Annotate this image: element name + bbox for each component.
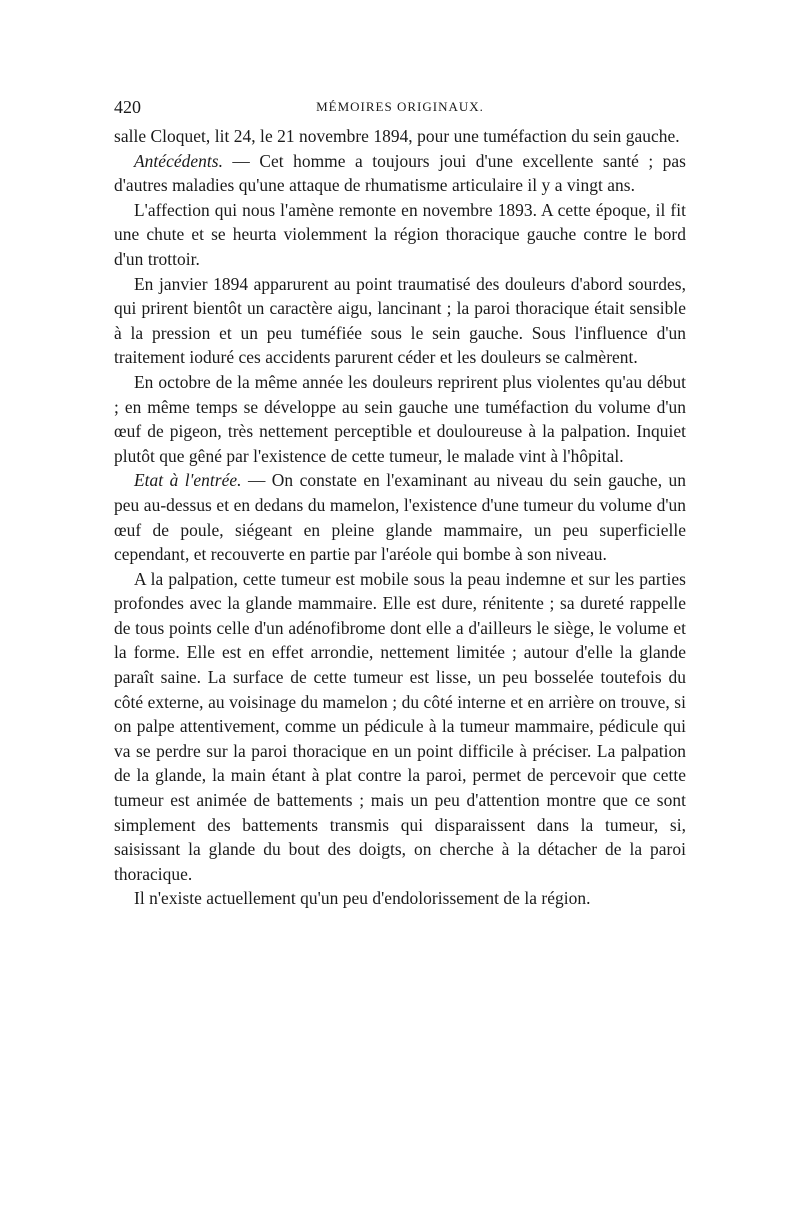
running-title: MÉMOIRES ORIGINAUX.	[316, 99, 484, 114]
body-text	[114, 124, 686, 911]
paragraph-etat-entree	[114, 468, 686, 566]
page-number: 420	[114, 97, 141, 117]
paragraph-text: L'affection qui nous l'amène remonte en novembre 1893. A cette époque, il fit une chute et se heurta violemment la région thoracique gauche contre le bord d'un trottoir.	[114, 199, 686, 269]
paragraph	[114, 370, 686, 468]
section-lead: Etat à l'entrée.	[134, 470, 242, 491]
paragraph-text: — On constate en l'examinant au niveau du sein gauche, un peu au-dessus et en dedans du mamelon, l'existence d'une tumeur du volume d'un œuf de poule, siégeant en pleine glande mammaire, un peu superficielle cependant, et recouverte en partie par l'aréole qui bombe à son niveau.	[114, 470, 686, 565]
page-header	[114, 94, 686, 120]
paragraph-text: En janvier 1894 apparurent au point traumatisé des douleurs d'abord sourdes, qui prirent bientôt un caractère aigu, lancinant ; la paroi thoracique était sensible à la pression et un peu tuméfiée sous le sein gauche. Sous l'influence d'un traitement ioduré ces accidents parurent céder et les douleurs se calmèrent.	[114, 273, 686, 368]
paragraph-antecedents	[114, 149, 686, 198]
paragraph-text: — Cet homme a toujours joui d'une excellente santé ; pas d'autres maladies qu'une attaque de rhumatisme articulaire il y a vingt ans.	[114, 150, 686, 196]
paragraph-text: Il n'existe actuellement qu'un peu d'endolorissement de la région.	[134, 888, 591, 909]
paragraph	[114, 272, 686, 370]
paragraph	[114, 886, 686, 911]
section-lead: Antécédents.	[134, 150, 223, 171]
paragraph-text: A la palpation, cette tumeur est mobile sous la peau indemne et sur les parties profondes avec la glande mammaire. Elle est dure, rénitente ; sa dureté rappelle de tous points celle d'un adénofibrome dont elle a d'ailleurs le siège, le volume et la forme. Elle est en effet arrondie, nettement limitée ; autour d'elle la glande paraît saine. La surface de cette tumeur est lisse, un peu bosselée toutefois du côté externe, au voisinage du mamelon ; du côté interne et en arrière on trouve, si on palpe attentivement, comme un pédicule à la tumeur mammaire, pédicule qui va se perdre sur la paroi thoracique en un point difficile à préciser. La palpation de la glande, la main étant à plat contre la paroi, permet de percevoir que cette tumeur est animée de battements ; mais un peu d'attention montre que ce sont simplement des battements transmis qui disparaissent dans la tumeur, si, saisissant la glande du bout des doigts, on cherche à la détacher de la paroi thoracique.	[114, 568, 686, 884]
paragraph	[114, 124, 686, 149]
paragraph-text: salle Cloquet, lit 24, le 21 novembre 1894, pour une tuméfaction du sein gauche.	[114, 126, 680, 146]
document-page	[114, 94, 686, 911]
paragraph	[114, 567, 686, 887]
paragraph-text: En octobre de la même année les douleurs reprirent plus violentes qu'au début ; en même temps se développe au sein gauche une tuméfaction du volume d'un œuf de pigeon, très nettement perceptible et douloureuse à la palpation. Inquiet plutôt que gêné par l'existence de cette tumeur, le malade vint à l'hôpital.	[114, 371, 686, 466]
paragraph	[114, 198, 686, 272]
